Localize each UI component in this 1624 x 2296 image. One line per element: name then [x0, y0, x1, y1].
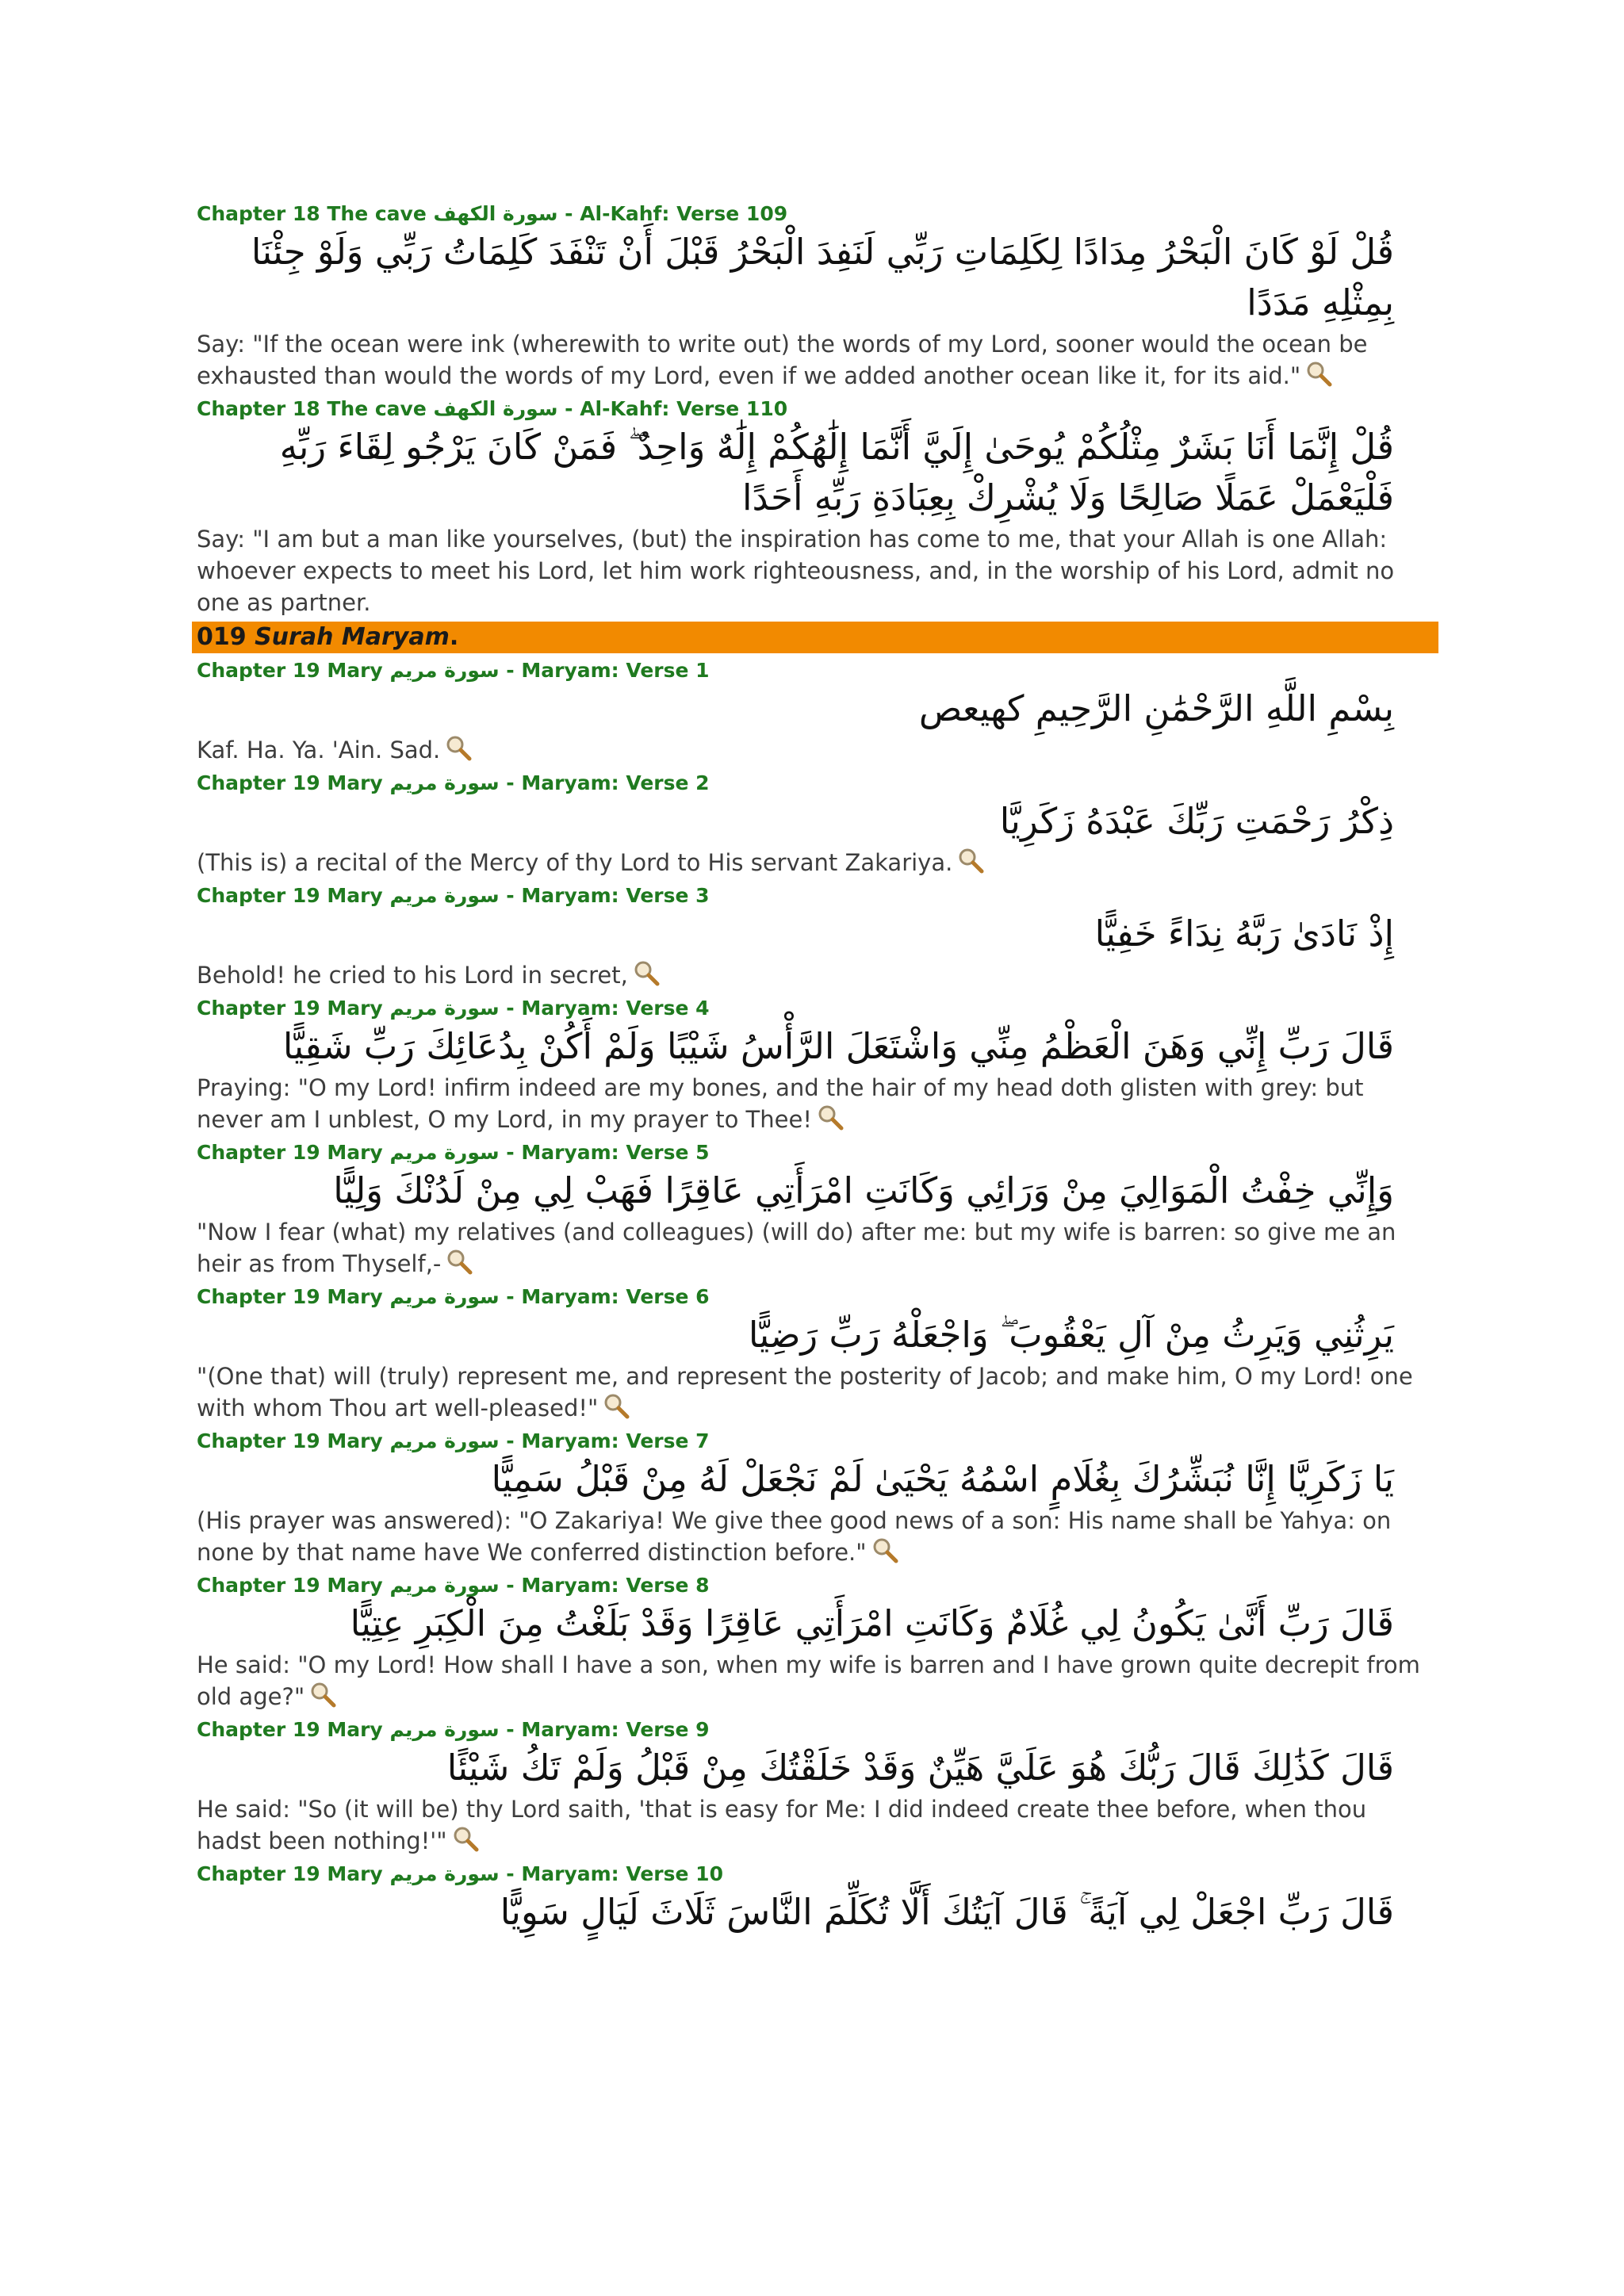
translation — [197, 1793, 1434, 1860]
verse-reference: - Maryam: Verse 6 — [506, 1285, 710, 1308]
verses-top — [197, 201, 1434, 618]
arabic-text: إِذْ نَادَىٰ رَبَّهُ نِدَاءً خَفِيًّا — [1094, 913, 1394, 955]
chapter-label: Chapter 18 The cave — [197, 397, 427, 420]
translation — [197, 847, 1434, 882]
chapter-arabic-name: سورة مريم — [389, 1141, 500, 1164]
verse-reference: - Maryam: Verse 4 — [506, 997, 710, 1020]
verse-block — [197, 201, 1434, 395]
translation — [197, 523, 1434, 618]
verse-header — [197, 996, 1434, 1021]
arabic-text: قُلْ لَوْ كَانَ الْبَحْرُ مِدَادًا لِكَلِمَاتِ رَبِّي لَنَفِدَ الْبَحْرُ قَبْلَ أَنْ تَنْفَدَ كَلِمَاتُ رَبِّي وَلَوْ جِئْنَا بِمِثْلِهِ مَدَدًا — [251, 231, 1394, 323]
chapter-label: Chapter 19 Mary — [197, 1718, 383, 1741]
translation — [197, 734, 1434, 769]
verse-block — [197, 1284, 1434, 1427]
surah-number: 019 — [197, 623, 247, 651]
chapter-label: Chapter 19 Mary — [197, 1429, 383, 1452]
chapter-label: Chapter 18 The cave — [197, 202, 427, 225]
arabic-text: قُلْ إِنَّمَا أَنَا بَشَرٌ مِثْلُكُمْ يُوحَىٰ إِلَيَّ أَنَّمَا إِلَٰهُكُمْ إِلَٰهٌ وَاحِدٌ ۖ فَمَنْ كَانَ يَرْجُو لِقَاءَ رَبِّهِ فَلْيَعْمَلْ عَمَلًا صَالِحًا وَلَا يُشْرِكْ بِعِبَادَةِ رَبِّهِ أَحَدًا — [279, 426, 1394, 519]
search-icon[interactable] — [871, 1536, 898, 1571]
translation-text: Say: "If the ocean were ink (wherewith to write out) the words of my Lord, sooner would the ocean be exhausted than would the words of my Lord, even if we added another ocean like it, for its aid." — [197, 331, 1368, 389]
translation-text: (His prayer was answered): "O Zakariya! We give thee good news of a son: His name shall be Yahya: on none by that name have We conferred distinction before." — [197, 1507, 1392, 1566]
translation — [197, 959, 1434, 994]
search-icon[interactable] — [1305, 360, 1332, 395]
verse-header — [197, 1429, 1434, 1454]
translation-text: Behold! he cried to his Lord in secret, — [197, 962, 628, 989]
verse-header — [197, 883, 1434, 909]
chapter-arabic-name: سورة مريم — [389, 771, 500, 794]
arabic-text: وَإِنِّي خِفْتُ الْمَوَالِيَ مِنْ وَرَائِي وَكَانَتِ امْرَأَتِي عَاقِرًا فَهَبْ لِي مِنْ لَدُنْكَ وَلِيًّا — [333, 1169, 1394, 1211]
verse-header — [197, 1140, 1434, 1165]
arabic-text: قَالَ رَبِّ إِنِّي وَهَنَ الْعَظْمُ مِنِّي وَاشْتَعَلَ الرَّأْسُ شَيْبًا وَلَمْ أَكُنْ بِدُعَائِكَ رَبِّ شَقِيًّا — [282, 1025, 1394, 1067]
verse-header — [197, 771, 1434, 796]
surah-header-bar — [192, 622, 1438, 653]
verse-block — [197, 1140, 1434, 1283]
translation-text: He said: "O my Lord! How shall I have a son, when my wife is barren and I have grown quite decrepit from old age?" — [197, 1651, 1420, 1710]
search-icon[interactable] — [446, 1248, 473, 1283]
chapter-arabic-name: سورة مريم — [389, 1862, 500, 1885]
translation-text: Kaf. Ha. Ya. 'Ain. Sad. — [197, 737, 441, 763]
translation — [197, 1360, 1434, 1427]
chapter-arabic-name: سورة الكهف — [433, 397, 558, 420]
arabic-text: قَالَ كَذَٰلِكَ قَالَ رَبُّكَ هُوَ عَلَيَّ هَيِّنٌ وَقَدْ خَلَقْتُكَ مِنْ قَبْلُ وَلَمْ تَكُ شَيْئًا — [446, 1747, 1394, 1789]
verse-reference: - Al-Kahf: Verse 109 — [565, 202, 788, 225]
arabic-text: ذِكْرُ رَحْمَتِ رَبِّكَ عَبْدَهُ زَكَرِيَّا — [999, 800, 1394, 842]
verse-header — [197, 1717, 1434, 1743]
search-icon[interactable] — [817, 1104, 844, 1138]
translation-text: "Now I fear (what) my relatives (and colleagues) (will do) after me: but my wife is barren: so give me an heir as from Thyself,- — [197, 1219, 1396, 1277]
translation-text: Praying: "O my Lord! infirm indeed are my bones, and the hair of my head doth glisten with grey: but never am I unblest, O my Lord, in my prayer to Thee! — [197, 1074, 1364, 1133]
surah-name: Surah Maryam — [255, 623, 450, 651]
verse-reference: - Maryam: Verse 5 — [506, 1141, 710, 1164]
arabic-text: قَالَ رَبِّ اجْعَلْ لِي آيَةً ۚ قَالَ آيَتُكَ أَلَّا تُكَلِّمَ النَّاسَ ثَلَاثَ لَيَالٍ سَوِيًّا — [500, 1891, 1394, 1933]
chapter-label: Chapter 19 Mary — [197, 997, 383, 1020]
verse-header — [197, 1284, 1434, 1310]
verse-header — [197, 201, 1434, 227]
arabic-text: يَا زَكَرِيَّا إِنَّا نُبَشِّرُكَ بِغُلَامٍ اسْمُهُ يَحْيَىٰ لَمْ نَجْعَلْ لَهُ مِنْ قَبْلُ سَمِيًّا — [491, 1458, 1394, 1500]
arabic-text: بِسْمِ اللَّهِ الرَّحْمَٰنِ الرَّحِيمِ كهيعص — [918, 687, 1394, 729]
translation — [197, 1649, 1434, 1716]
translation-text: Say: "I am but a man like yourselves, (but) the inspiration has come to me, that your Allah is one Allah: whoever expects to meet his Lord, let him work righteousness, and, in the worship of his Lord, admit no one as partner. — [197, 526, 1395, 616]
arabic-text: قَالَ رَبِّ أَنَّىٰ يَكُونُ لِي غُلَامٌ وَكَانَتِ امْرَأَتِي عَاقِرًا وَقَدْ بَلَغْتُ مِنَ الْكِبَرِ عِتِيًّا — [350, 1602, 1394, 1644]
chapter-label: Chapter 19 Mary — [197, 1285, 383, 1308]
chapter-label: Chapter 19 Mary — [197, 771, 383, 794]
verse-reference: - Maryam: Verse 3 — [506, 884, 710, 907]
verse-header — [197, 658, 1434, 683]
translation — [197, 328, 1434, 395]
search-icon[interactable] — [957, 847, 984, 882]
verse-header — [197, 1573, 1434, 1598]
chapter-label: Chapter 19 Mary — [197, 884, 383, 907]
verse-block — [197, 771, 1434, 882]
verse-block — [197, 396, 1434, 618]
translation-text: He said: "So (it will be) thy Lord saith, 'that is easy for Me: I did indeed create thee before, when thou hadst been nothing!'" — [197, 1796, 1367, 1854]
translation-text: (This is) a recital of the Mercy of thy Lord to His servant Zakariya. — [197, 849, 953, 876]
verse-block — [197, 1862, 1434, 1938]
surah-dot: . — [449, 623, 459, 651]
chapter-arabic-name: سورة مريم — [389, 997, 500, 1020]
verses-bottom — [197, 658, 1434, 1938]
chapter-arabic-name: سورة مريم — [389, 884, 500, 907]
search-icon[interactable] — [633, 959, 660, 994]
verse-reference: - Maryam: Verse 2 — [506, 771, 710, 794]
translation-text: "(One that) will (truly) represent me, and represent the posterity of Jacob; and make him, O my Lord! one with whom Thou art well-pleased!" — [197, 1363, 1413, 1422]
verse-column — [197, 201, 1434, 1938]
verse-block — [197, 883, 1434, 994]
search-icon[interactable] — [309, 1681, 336, 1716]
chapter-arabic-name: سورة مريم — [389, 1285, 500, 1308]
chapter-arabic-name: سورة مريم — [389, 1574, 500, 1597]
verse-reference: - Maryam: Verse 1 — [506, 659, 710, 682]
translation — [197, 1072, 1434, 1138]
search-icon[interactable] — [452, 1825, 479, 1860]
verse-block — [197, 996, 1434, 1138]
chapter-label: Chapter 19 Mary — [197, 659, 383, 682]
search-icon[interactable] — [445, 734, 472, 769]
chapter-label: Chapter 19 Mary — [197, 1141, 383, 1164]
chapter-label: Chapter 19 Mary — [197, 1862, 383, 1885]
verse-reference: - Maryam: Verse 7 — [506, 1429, 710, 1452]
verse-block — [197, 658, 1434, 769]
translation — [197, 1216, 1434, 1283]
search-icon[interactable] — [603, 1392, 630, 1427]
arabic-text: يَرِثُنِي وَيَرِثُ مِنْ آلِ يَعْقُوبَ ۖ وَاجْعَلْهُ رَبِّ رَضِيًّا — [748, 1314, 1394, 1356]
chapter-arabic-name: سورة مريم — [389, 1718, 500, 1741]
verse-reference: - Maryam: Verse 9 — [506, 1718, 710, 1741]
verse-reference: - Maryam: Verse 8 — [506, 1574, 710, 1597]
verse-block — [197, 1717, 1434, 1860]
verse-header — [197, 1862, 1434, 1887]
chapter-arabic-name: سورة مريم — [389, 659, 500, 682]
chapter-arabic-name: سورة الكهف — [433, 202, 558, 225]
verse-header — [197, 396, 1434, 422]
chapter-label: Chapter 19 Mary — [197, 1574, 383, 1597]
translation — [197, 1505, 1434, 1571]
verse-reference: - Al-Kahf: Verse 110 — [565, 397, 788, 420]
verse-reference: - Maryam: Verse 10 — [506, 1862, 723, 1885]
verse-block — [197, 1429, 1434, 1571]
verse-block — [197, 1573, 1434, 1716]
chapter-arabic-name: سورة مريم — [389, 1429, 500, 1452]
